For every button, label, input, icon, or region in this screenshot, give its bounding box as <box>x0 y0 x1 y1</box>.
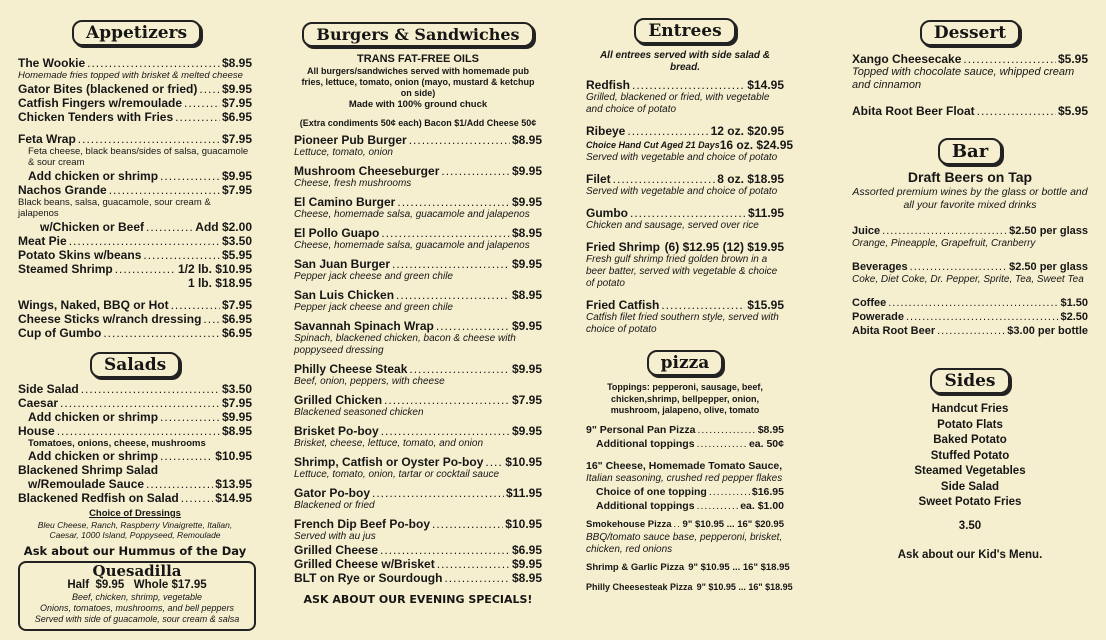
item-desc: Feta cheese, black beans/sides of salsa, guacamole & sour cream <box>28 145 249 168</box>
entrees-column <box>586 18 794 594</box>
menu-item: BLT on Rye or Sourdough ..... $8.95 <box>294 571 542 585</box>
menu-item: Potato Skins w/beans ..... $5.95 <box>18 248 252 262</box>
item-desc: Served with au jus <box>294 531 376 542</box>
sides-banner: Sides <box>930 368 1009 394</box>
menu-item: Cup of Gumbo ..... $6.95 <box>18 326 252 340</box>
menu-item: Brisket Po-boy ..... $9.95 <box>294 424 542 438</box>
menu-item: Abita Root Beer ..... $3.00 per bottle <box>852 324 1088 338</box>
side-item: Stuffed Potato <box>930 449 1010 462</box>
bar-subtitle: Assorted premium wines by the glass or bottle and all your favorite mixed drinks <box>852 186 1088 211</box>
menu-item: Abita Root Beer Float ..... $5.95 <box>852 104 1088 118</box>
item-desc: Orange, Pineapple, Grapefruit, Cranberry <box>852 238 1036 249</box>
item-desc: Cheese, homemade salsa, guacamole and jalapenos <box>294 209 530 220</box>
menu-item: Catfish Fingers w/remoulade ..... $7.95 <box>18 96 252 110</box>
sides-list <box>852 402 1088 564</box>
menu-item: Choice of one topping ..... $16.95 <box>586 485 784 499</box>
menu-item: Add chicken or shrimp ..... $9.95 <box>18 410 252 424</box>
menu-item: Nachos Grande ..... $7.95 <box>18 183 252 197</box>
appetizers-banner: Appetizers <box>72 20 201 46</box>
quesadilla-desc: Beef, chicken, shrimp, vegetable <box>71 592 203 602</box>
item-desc: Served with vegetable and choice of potato <box>586 152 778 163</box>
menu-item: Ribeye ..... 12 oz. $20.95 <box>586 124 784 138</box>
burgers-extras: (Extra condiments 50¢ each) Bacon $1/Add Cheese 50¢ <box>299 118 537 128</box>
pizza-banner: pizza <box>647 350 724 376</box>
dessert-banner: Dessert <box>920 20 1020 46</box>
item-desc: Black beans, salsa, guacamole, sour cream & jalapenos <box>18 196 211 219</box>
item-desc: Catfish filet fried southern style, served with choice of potato <box>586 312 779 335</box>
item-desc: Beef, onion, peppers, with cheese <box>294 376 445 387</box>
side-item: Side Salad <box>940 480 1000 493</box>
hummus-note: Ask about our Hummus of the Day <box>23 543 247 558</box>
menu-item: Juice ..... $2.50 per glass <box>852 224 1088 238</box>
menu-item: Powerade ..... $2.50 <box>852 310 1088 324</box>
item-desc: Spinach, blackened chicken, bacon & cheese with poppyseed dressing <box>294 333 516 356</box>
menu-item: Filet ..... 8 oz. $18.95 <box>586 172 784 186</box>
side-item: Handcut Fries <box>931 403 1009 415</box>
menu-item: w/Remoulade Sauce ..... $13.95 <box>18 477 252 491</box>
menu-item: 1 lb. $18.95 <box>187 275 252 290</box>
item-desc: Tomatoes, onions, cheese, mushrooms <box>28 437 206 449</box>
kids-menu-note: Ask about our Kid's Menu. <box>897 549 1043 561</box>
dressings-list: Bleu Cheese, Ranch, Raspberry Vinaigrette, Italian, Caesar, 1000 Island, Poppyseed, Remoulade <box>37 519 233 540</box>
menu-item: Gumbo ..... $11.95 <box>586 206 784 220</box>
menu-item: Meat Pie ..... $3.50 <box>18 234 252 248</box>
menu-item: Beverages ..... $2.50 per glass <box>852 260 1088 274</box>
item-desc: Pepper jack cheese and green chile <box>294 271 453 282</box>
quesadilla-desc: Served with side of guacamole, sour cream & salsa <box>34 614 240 624</box>
item-desc: Brisket, cheese, lettuce, tomato, and onion <box>294 438 483 449</box>
menu-item: Add chicken or shrimp ..... $9.95 <box>18 169 252 183</box>
menu-item: Fried Catfish ..... $15.95 <box>586 298 784 312</box>
menu-item: El Pollo Guapo ..... $8.95 <box>294 226 542 240</box>
side-item: Potato Flats <box>937 418 1003 431</box>
menu-item: 16" Cheese, Homemade Tomato Sauce, <box>586 459 783 472</box>
menu-item: Philly Cheese Steak ..... $9.95 <box>294 362 542 376</box>
menu-item: French Dip Beef Po-boy ..... $10.95 <box>294 517 542 531</box>
menu-item: Grilled Cheese w/Brisket ..... $9.95 <box>294 557 542 571</box>
item-desc: Blackened seasoned chicken <box>294 407 424 418</box>
menu-item: House ..... $8.95 <box>18 424 252 438</box>
item-desc: BBQ/tomato sauce base, pepperoni, brisket, chicken, red onions <box>586 531 783 555</box>
entrees-subtitle: All entrees served with side salad & bread. <box>599 50 771 73</box>
menu-item: w/Chicken or Beef ..... Add $2.00 <box>18 220 252 234</box>
menu-item: Philly Cheesesteak Pizza 9" $10.95 ... 16" $18.95 <box>586 581 793 592</box>
side-item: Baked Potato <box>933 434 1007 446</box>
evening-specials-note: ASK ABOUT OUR EVENING SPECIALS! <box>303 593 533 606</box>
menu-item: Redfish ..... $14.95 <box>586 78 784 92</box>
burgers-note: All burgers/sandwiches served with homemade pub fries, lettuce, tomato, onion (mayo, mustard & ketchup on side) <box>301 66 535 98</box>
menu-item: Additional toppings ..... ea. 50¢ <box>586 437 784 451</box>
entrees-banner: Entrees <box>634 18 735 44</box>
item-desc: Lettuce, tomato, onion, tartar or cocktail sauce <box>294 469 500 480</box>
menu-item: Steamed Shrimp ..... 1/2 lb. $10.95 <box>18 262 252 276</box>
bar-heading: Draft Beers on Tap <box>907 169 1033 185</box>
menu-item: Add chicken or shrimp ..... $10.95 <box>18 449 252 463</box>
menu-item: Feta Wrap ..... $7.95 <box>18 132 252 146</box>
menu-item: San Juan Burger ..... $9.95 <box>294 257 542 271</box>
dessert-column <box>852 20 1088 564</box>
menu-item: Smokehouse Pizza ..... 9" $10.95 ... 16" $20.95 <box>586 518 784 532</box>
menu-item: Mushroom Cheeseburger ..... $9.95 <box>294 164 542 178</box>
bar-banner: Bar <box>938 138 1002 165</box>
menu-item: Coffee ..... $1.50 <box>852 296 1088 310</box>
menu-item: 9" Personal Pan Pizza ..... $8.95 <box>586 423 784 437</box>
menu-item: Fried Shrimp ..... (6) $12.95 (12) $19.95 <box>586 240 784 254</box>
item-desc: Italian seasoning, crushed red pepper flakes <box>586 472 783 484</box>
item-desc: Fresh gulf shrimp fried golden brown in a beer batter, served with vegetable & choice of potato <box>586 254 778 289</box>
burgers-column <box>294 22 542 606</box>
quesadilla-desc: Onions, tomatoes, mushrooms, and bell peppers <box>39 603 235 613</box>
burgers-subtitle: TRANS FAT-FREE OILS <box>356 53 480 65</box>
menu-item: The Wookie ..... $8.95 <box>18 56 252 70</box>
item-desc: Cheese, homemade salsa, guacamole and jalapenos <box>294 240 530 251</box>
item-desc: Grilled, blackened or fried, with vegetable and choice of potato <box>586 92 770 115</box>
item-desc: Blackened or fried <box>294 500 375 511</box>
menu-item: Caesar ..... $7.95 <box>18 396 252 410</box>
burgers-note: Made with 100% ground chuck <box>348 99 488 110</box>
sides-price: 3.50 <box>958 519 982 532</box>
quesadilla-title: Quesadilla <box>92 562 182 580</box>
menu-item: Grilled Cheese ..... $6.95 <box>294 543 542 557</box>
menu-item: Gator Bites (blackened or fried) ..... $9.95 <box>18 82 252 96</box>
menu-item: Blackened Redfish on Salad ..... $14.95 <box>18 491 252 505</box>
menu-item: Side Salad ..... $3.50 <box>18 382 252 396</box>
menu-item: San Luis Chicken ..... $8.95 <box>294 288 542 302</box>
menu-item: Shrimp, Catfish or Oyster Po-boy ..... $10.95 <box>294 455 542 469</box>
item-desc: Chicken and sausage, served over rice <box>586 220 759 231</box>
side-item: Steamed Vegetables <box>914 465 1026 477</box>
menu-item: Shrimp & Garlic Pizza 9" $10.95 ... 16" $18.95 <box>586 561 790 573</box>
item-desc: Topped with chocolate sauce, whipped cream and cinnamon <box>852 66 1075 91</box>
item-desc: Served with vegetable and choice of potato <box>586 186 778 197</box>
item-desc: Coke, Diet Coke, Dr. Pepper, Sprite, Tea, Sweet Tea <box>852 274 1084 285</box>
salads-banner: Salads <box>90 352 180 378</box>
menu-item: Gator Po-boy ..... $11.95 <box>294 486 542 500</box>
menu-item: Xango Cheesecake ..... $5.95 <box>852 52 1088 66</box>
appetizers-column <box>18 20 252 558</box>
menu-item: El Camino Burger ..... $9.95 <box>294 195 542 209</box>
burgers-banner: Burgers & Sandwiches <box>302 22 533 47</box>
menu-item: Pioneer Pub Burger ..... $8.95 <box>294 133 542 147</box>
item-desc: Cheese, fresh mushrooms <box>294 178 412 189</box>
menu-item: Chicken Tenders with Fries ..... $6.95 <box>18 110 252 124</box>
item-desc: Lettuce, tomato, onion <box>294 147 393 158</box>
menu-item: Savannah Spinach Wrap ..... $9.95 <box>294 319 542 333</box>
menu-item: Blackened Shrimp Salad <box>18 463 159 477</box>
dressings-title: Choice of Dressings <box>89 508 181 519</box>
item-desc: Pepper jack cheese and green chile <box>294 302 453 313</box>
menu-item: Wings, Naked, BBQ or Hot ..... $7.95 <box>18 298 252 312</box>
menu-item: Additional toppings ..... ea. $1.00 <box>586 499 784 513</box>
quesadilla-prices: Half $9.95 Whole $17.95 <box>67 579 207 591</box>
pizza-toppings: Toppings: pepperoni, sausage, beef, chicken,shrimp, bellpepper, onion, mushroom, jalapeno, olive, tomato <box>607 382 763 415</box>
side-item: Sweet Potato Fries <box>918 496 1022 508</box>
quesadilla-box <box>18 561 256 631</box>
menu-item: Choice Hand Cut Aged 21 Days 16 oz. $24.95 <box>586 138 794 152</box>
menu-item: Grilled Chicken ..... $7.95 <box>294 393 542 407</box>
item-desc: Homemade fries topped with brisket & melted cheese <box>18 70 243 81</box>
menu-item: Cheese Sticks w/ranch dressing ..... $6.95 <box>18 312 252 326</box>
